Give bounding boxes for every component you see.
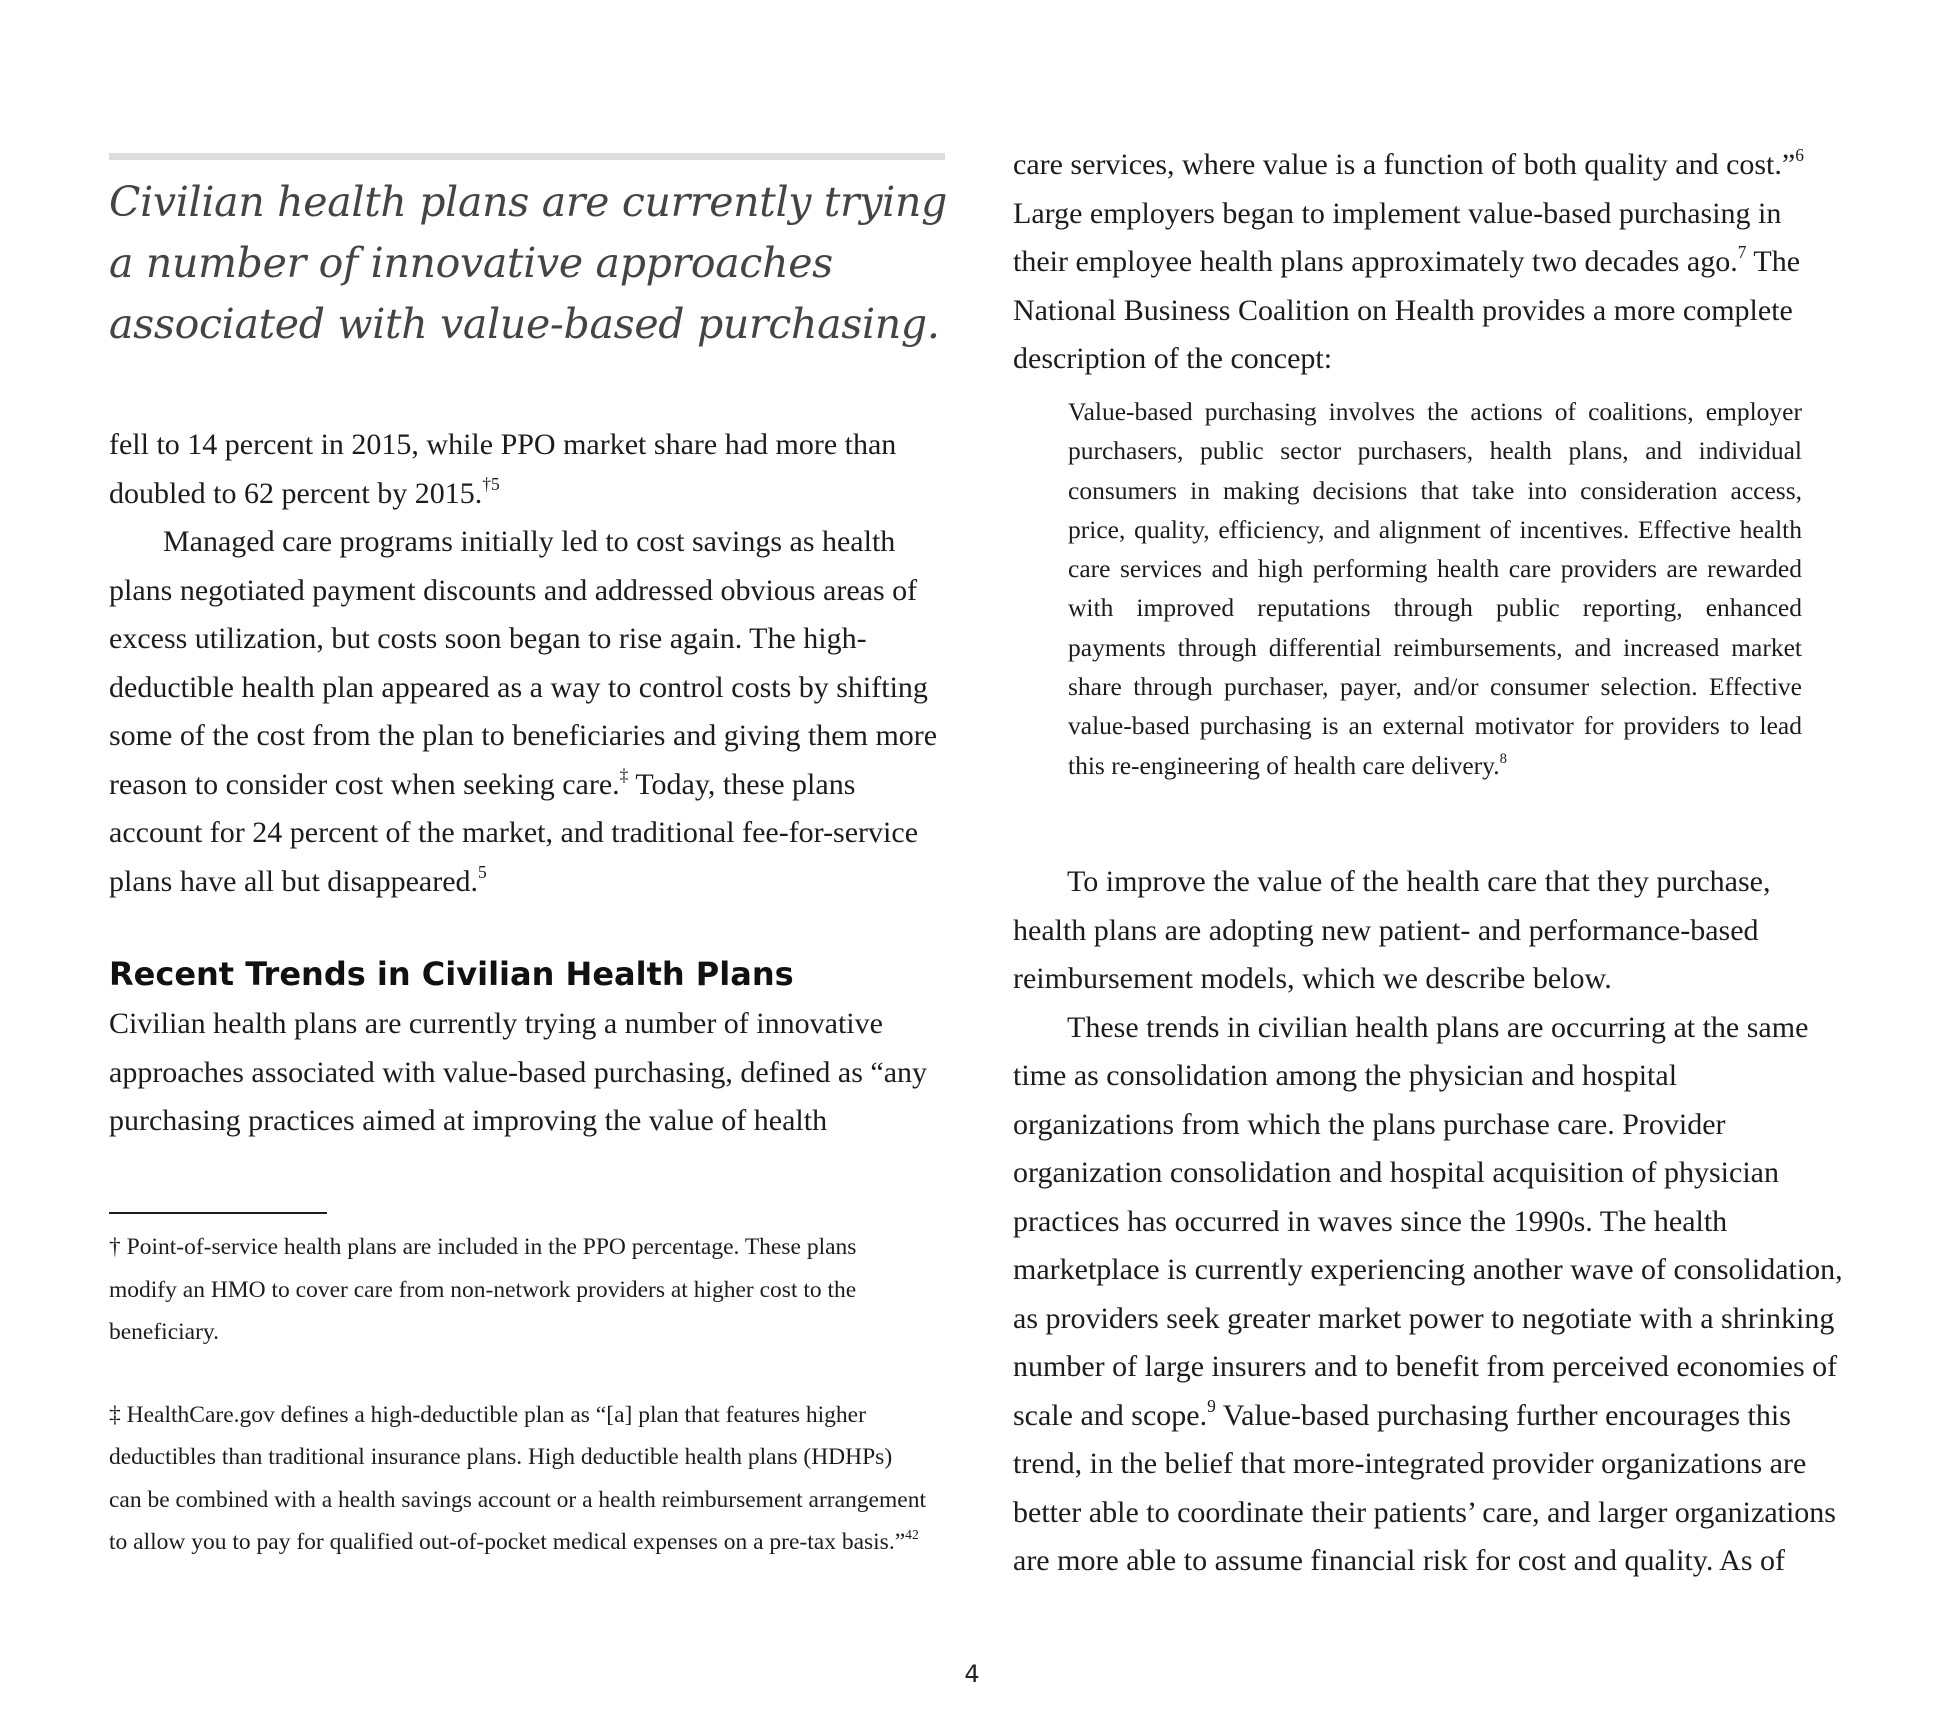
footnote-double-dagger: ‡ HealthCare.gov defines a high-deductible plan as “[a] plan that features higher deductibles than traditional insurance plans. High deductible health plans (HDHPs) can be combined with a health savings account or a health reimbursement arrangement to allow you to pay for qualified out-of-pocket medical expenses on a pre-tax basis.”$^{42}$ [109, 1401, 926, 1555]
left-column-body-continued [109, 1000, 949, 1146]
citation-ref: 8 [1499, 750, 1508, 767]
right-column-body-continued [1013, 858, 1843, 1586]
paragraph-consolidation: These trends in civilian health plans are occurring at the same time as consolidation among the physician and hospital organizations from which the plans purchase care. Provider organization consolidation and hospital acquisition of physician practices has occurred in waves since the 1990s. The health marketplace is currently experiencing another wave of consolidation, as providers seek greater market power to negotiate with a shrinking number of large insurers and to benefit from perceived economies of scale and scope.$^9$ Value-based purchasing further encourages this trend, in the belief that more-integrated provider organizations are better able to coordinate their patients’ care, and larger organizations are more able to assume financial risk for cost and quality. As of [1013, 1010, 1843, 1577]
footnote-ref-double-dagger: ‡ [619, 764, 629, 785]
section-heading: Recent Trends in Civilian Health Plans [109, 955, 794, 993]
footnote-divider [109, 1212, 327, 1214]
paragraph-market-share: fell to 14 percent in 2015, while PPO market share had more than doubled to 62 percent by 2015.$^{\dagger 5}$ [109, 428, 897, 510]
pull-quote: Civilian health plans are currently trying a number of innovative approaches associated with value-based purchasing. [109, 178, 948, 348]
citation-ref: 5 [478, 861, 487, 882]
paragraph-value-definition: care services, where value is a function of both quality and cost.”$^6$ Large employers began to implement value-based purchasing in their employee health plans approximately two decades ago.$^7$ The National Business Coalition on Health provides a more complete description of the concept: [1013, 144, 1804, 375]
paragraph-improve-value: To improve the value of the health care that they purchase, health plans are adopting new patient- and performance-based reimbursement models, which we describe below. [1013, 865, 1771, 995]
page-number: 4 [964, 1660, 980, 1688]
left-column-body [109, 421, 949, 906]
block-quote: Value-based purchasing involves the actions of coalitions, employer purchasers, public sector purchasers, health plans, and individual consumers in making decisions that take into consideration access, price, quality, efficiency, and alignment of incentives. Effective health care services and high performing health care providers are rewarded with improved reputations through public reporting, enhanced payments through differential reimbursements, and increased market share through purchaser, payer, and/or consumer selection. Effective value-based purchasing is an external motivator for providers to lead this re-engineering of health care delivery.$^8$ [1068, 397, 1802, 780]
citation-ref: 6 [1795, 144, 1804, 165]
citation-ref: 9 [1207, 1395, 1216, 1416]
pull-quote-rule [109, 153, 945, 160]
footnote-ref-dagger: †5 [482, 473, 500, 494]
paragraph-managed-care: Managed care programs initially led to cost savings as health plans negotiated payment discounts and addressed obvious areas of excess utilization, but costs soon began to rise again. The high-deductible health plan appeared as a way to control costs by shifting some of the cost from the plan to beneficiaries and giving them more reason to consider cost when seeking care.‡ Today, these plans account for 24 percent of the market, and traditional fee-for-service plans have all but disappeared.$^5$ [109, 525, 938, 898]
citation-ref: 42 [905, 1526, 919, 1542]
paragraph-recent-trends: Civilian health plans are currently trying a number of innovative approaches associated with value-based purchasing, defined as “any purchasing practices aimed at improving the value of health [109, 1007, 928, 1137]
citation-ref: 7 [1737, 241, 1747, 262]
right-column-body [1013, 141, 1843, 384]
footnotes [109, 1226, 929, 1604]
footnote-dagger: † Point-of-service health plans are included in the PPO percentage. These plans modify an HMO to cover care from non-network providers at higher cost to the beneficiary. [109, 1234, 857, 1345]
